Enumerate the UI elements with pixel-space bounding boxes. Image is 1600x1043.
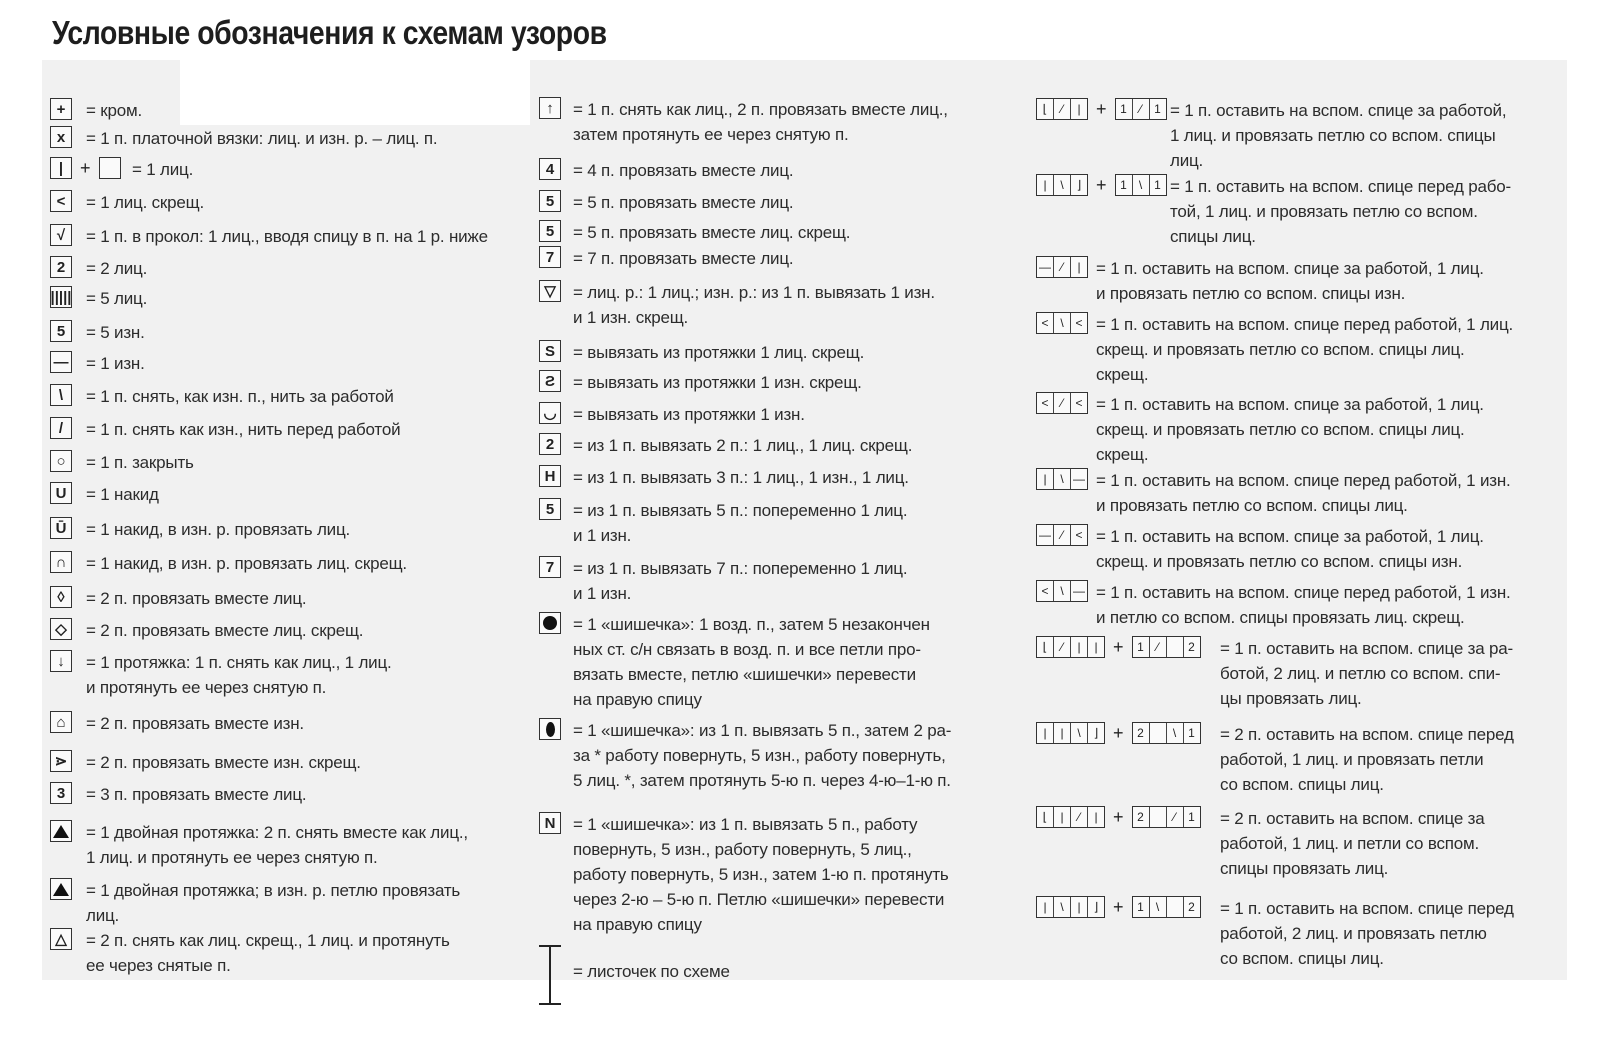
legend-entry	[50, 618, 363, 643]
legend-text: = 1 «шишечка»: из 1 п. вывязать 5 п., затем 2 ра- за * работу повернуть, 5 изн., работу повернуть, 5 лиц. *, затем протянуть 5-ю п. через 4-ю–1-ю п.	[573, 721, 952, 790]
legend-text: = 4 п. провязать вместе лиц.	[573, 161, 794, 180]
symbol	[50, 878, 86, 900]
symbol-box-icon: x	[50, 126, 72, 148]
cable-cell: \	[1167, 723, 1184, 743]
legend-entry	[539, 556, 907, 606]
symbol	[50, 450, 86, 472]
cable-cell: 1	[1133, 897, 1150, 917]
legend-text: = 1 п. оставить на вспом. спице за работой, 1 лиц. и провязать петлю со вспом. спицы изн.	[1096, 259, 1484, 303]
legend-text: = 1 двойная протяжка; в изн. р. петлю провязать лиц.	[86, 881, 461, 925]
symbol	[539, 190, 573, 212]
symbol-box-icon: 5	[50, 320, 72, 342]
symbol	[539, 370, 573, 392]
symbol	[1036, 524, 1096, 546]
cable-cell: <	[1075, 316, 1083, 330]
symbol	[539, 158, 573, 180]
legend-text: = 7 п. провязать вместе лиц.	[573, 249, 794, 268]
cable-cell: 2	[1133, 723, 1150, 743]
legend-text: = 1 п. оставить на вспом. спице перед работой, 2 лиц. и провязать петлю со вспом. спицы лиц.	[1220, 899, 1514, 968]
cable-cell: <	[1037, 581, 1054, 601]
cable-cell: ⁄	[1133, 99, 1150, 119]
cable-chart-icon	[1036, 98, 1088, 120]
symbol	[1036, 312, 1096, 334]
legend-entry	[539, 190, 793, 215]
cable-cell: |	[1077, 260, 1081, 274]
plus-sign: +	[1113, 896, 1124, 917]
legend-entry	[1036, 312, 1513, 387]
legend-entry	[50, 256, 147, 281]
symbol	[539, 433, 573, 455]
symbol-box-icon: H	[539, 465, 561, 487]
symbol-box-icon: 3	[50, 782, 72, 804]
symbol	[1036, 468, 1096, 490]
legend-text: = из 1 п. вывязать 3 п.: 1 лиц., 1 изн., 1 лиц.	[573, 468, 909, 487]
legend-entry	[50, 586, 306, 611]
cable-cell: <	[1037, 393, 1054, 413]
legend-text: = из 1 п. вывязать 7 п.: попеременно 1 лиц. и 1 изн.	[573, 559, 908, 603]
symbol	[1036, 580, 1096, 602]
legend-text: = 1 п. оставить на вспом. спице за работой, 1 лиц. скрещ. и провязать петлю со вспом. спицы изн.	[1096, 527, 1484, 571]
legend-entry	[50, 928, 450, 978]
legend-entry	[50, 551, 407, 576]
legend-text: = 5 п. провязать вместе лиц.	[573, 193, 794, 212]
legend-entry	[539, 718, 951, 793]
symbol	[539, 812, 573, 834]
legend-entry	[1036, 722, 1514, 797]
symbol-box-icon: 5	[539, 498, 561, 520]
legend-text: = 1 п. снять как изн., нить перед работой	[86, 420, 401, 439]
legend-entry	[50, 417, 400, 442]
legend-entry	[1036, 896, 1514, 971]
legend-entry	[1036, 174, 1511, 249]
legend-text: = 2 п. оставить на вспом. спице за работой, 1 лиц. и петли со вспом. спицы провязать лиц.	[1220, 809, 1485, 878]
legend-entry	[50, 224, 488, 249]
cable-chart-icon	[1036, 806, 1105, 828]
legend-entry	[1036, 98, 1506, 173]
legend-entry	[1036, 256, 1484, 306]
symbol-box-icon: N	[539, 812, 561, 834]
legend-text: = 1 накид, в изн. р. провязать лиц.	[86, 520, 351, 539]
cable-cell: ⁄	[1150, 637, 1167, 657]
symbol	[50, 320, 86, 342]
symbol-box-icon: ↓	[50, 650, 72, 672]
symbol-box-icon: +	[50, 98, 72, 120]
symbol-box-icon: ◊	[50, 586, 72, 608]
legend-entry	[50, 320, 145, 345]
legend-entry	[1036, 392, 1484, 467]
cable-cell: 2	[1188, 640, 1195, 654]
legend-text: = 2 п. провязать вместе лиц.	[86, 589, 307, 608]
cable-cell: <	[1075, 528, 1083, 542]
legend-entry	[50, 157, 193, 182]
legend-entry	[539, 465, 909, 490]
cable-cell: 1	[1154, 178, 1161, 192]
cable-cell: \	[1133, 175, 1150, 195]
legend-entry	[50, 450, 194, 475]
cable-cell: 1	[1116, 175, 1133, 195]
plus-sign: +	[1113, 806, 1124, 827]
cable-cell: ⌊	[1037, 99, 1054, 119]
symbol-box-icon: ⌂	[50, 711, 72, 733]
legend-text: = 1 п. оставить на вспом. спице перед работой, 1 лиц. скрещ. и провязать петлю со вспом. спицы лиц. скрещ.	[1096, 315, 1514, 384]
cable-cell: ⌊	[1037, 637, 1054, 657]
legend-entry	[1036, 580, 1511, 630]
symbol	[50, 98, 86, 120]
symbol-box-icon	[50, 878, 72, 900]
legend-entry	[50, 482, 159, 507]
symbol-box-icon: 4	[539, 158, 561, 180]
symbol-box-icon: —	[50, 351, 72, 373]
cable-cell: |	[1054, 807, 1071, 827]
legend-entry	[539, 220, 850, 245]
cable-cell: \	[1054, 469, 1071, 489]
cable-chart-icon	[1132, 896, 1201, 918]
symbol	[50, 586, 86, 608]
symbol-box-icon: 5	[539, 190, 561, 212]
legend-text: = вывязать из протяжки 1 изн.	[573, 405, 805, 424]
symbol	[1036, 392, 1096, 414]
symbol	[50, 224, 86, 246]
legend-text: = из 1 п. вывязать 5 п.: попеременно 1 лиц. и 1 изн.	[573, 501, 908, 545]
symbol	[539, 246, 573, 268]
legend-text: = 5 лиц.	[86, 289, 148, 308]
cable-cell: |	[1054, 723, 1071, 743]
cable-cell: 1	[1116, 99, 1133, 119]
symbol	[50, 126, 86, 148]
legend-text: = 3 п. провязать вместе лиц.	[86, 785, 307, 804]
cable-cell: ⌊	[1037, 807, 1054, 827]
legend-text: = 1 лиц. скрещ.	[86, 193, 204, 212]
cable-chart-icon	[1036, 524, 1088, 546]
cable-cell: ⁄	[1054, 637, 1071, 657]
legend-text: = 2 лиц.	[86, 259, 148, 278]
legend-entry	[50, 711, 304, 736]
legend-entry	[539, 612, 930, 712]
legend-entry	[539, 158, 793, 183]
symbol-box-icon: ◡	[539, 402, 561, 424]
legend-text: = 5 изн.	[86, 323, 145, 342]
cable-cell: ⁄	[1054, 99, 1071, 119]
legend-entry	[539, 498, 907, 548]
symbol-box-icon: 2	[539, 433, 561, 455]
legend-entry	[1036, 524, 1484, 574]
symbol	[1036, 636, 1220, 658]
symbol	[50, 711, 86, 733]
cable-cell: |	[1037, 723, 1054, 743]
legend-text: = 1 п. оставить на вспом. спице за работой, 1 лиц. скрещ. и провязать петлю со вспом. спицы лиц. скрещ.	[1096, 395, 1484, 464]
symbol-box-icon: Ƨ	[539, 370, 561, 392]
cable-cell: |	[1071, 897, 1088, 917]
cable-cell: 1	[1133, 637, 1150, 657]
symbol-box-icon	[99, 157, 121, 179]
symbol	[50, 517, 86, 539]
symbol-box-icon: /	[50, 417, 72, 439]
symbol	[50, 417, 86, 439]
legend-text: = 1 п. оставить на вспом. спице за ра- ботой, 2 лиц. и петлю со вспом. спи- цы провязать лиц.	[1220, 639, 1513, 708]
cable-cell: ⁄	[1054, 393, 1071, 413]
cable-chart-icon	[1132, 806, 1201, 828]
page-background-patch	[180, 55, 530, 125]
legend-text: = 1 п. снять, как изн. п., нить за работой	[86, 387, 394, 406]
cable-chart-icon	[1115, 174, 1167, 196]
legend-text: = 1 п. оставить на вспом. спице перед работой, 1 изн. и петлю со вспом. спицы провязать лиц. скрещ.	[1096, 583, 1511, 627]
symbol-box-icon: |||||	[50, 286, 72, 308]
symbol	[539, 612, 573, 634]
cable-cell: ⁄	[1167, 807, 1184, 827]
symbol	[1036, 896, 1220, 918]
symbol-box-icon: 7	[539, 556, 561, 578]
cable-cell: |	[1037, 469, 1054, 489]
legend-entry	[50, 517, 350, 542]
legend-text: = 1 протяжка: 1 п. снять как лиц., 1 лиц. и протянуть ее через снятую п.	[86, 653, 392, 697]
cable-cell: ⁄	[1071, 807, 1088, 827]
cable-cell: 1	[1154, 102, 1161, 116]
symbol	[539, 97, 573, 119]
symbol	[539, 220, 573, 242]
symbol-box-icon	[50, 820, 72, 842]
legend-entry	[50, 286, 147, 311]
leaf-bar-icon	[539, 945, 561, 1005]
legend-entry	[539, 370, 862, 395]
symbol	[539, 718, 573, 740]
cable-chart-icon	[1036, 312, 1088, 334]
legend-entry	[50, 782, 306, 807]
legend-entry	[50, 190, 204, 215]
cable-cell: <	[1075, 396, 1083, 410]
cable-chart-icon	[1036, 468, 1088, 490]
legend-text: = 1 накид, в изн. р. провязать лиц. скрещ.	[86, 554, 407, 573]
cable-chart-icon	[1132, 636, 1201, 658]
symbol	[1036, 722, 1220, 744]
legend-text: = 1 п. платочной вязки: лиц. и изн. р. – лиц. п.	[86, 129, 438, 148]
symbol	[50, 351, 86, 373]
legend-entry	[539, 402, 805, 427]
legend-entry	[539, 812, 949, 937]
cable-cell: \	[1071, 723, 1088, 743]
cable-cell: |	[1037, 175, 1054, 195]
legend-text: = 5 п. провязать вместе лиц. скрещ.	[573, 223, 851, 242]
legend-text: = 2 п. провязать вместе изн. скрещ.	[86, 753, 361, 772]
legend-entry	[1036, 806, 1484, 881]
legend-text: = 1 лиц.	[132, 160, 194, 179]
symbol-box-icon: Ū	[50, 517, 72, 539]
cable-cell	[1167, 637, 1184, 657]
symbol-box-icon	[539, 612, 561, 634]
symbol-box-icon: √	[50, 224, 72, 246]
cable-chart-icon	[1115, 98, 1167, 120]
cable-cell: —	[1073, 472, 1085, 486]
symbol	[50, 782, 86, 804]
symbol	[1036, 256, 1096, 278]
symbol	[539, 945, 573, 1005]
symbol-box-icon: U	[50, 482, 72, 504]
cable-cell: 2	[1188, 900, 1195, 914]
legend-text: = 1 двойная протяжка: 2 п. снять вместе как лиц., 1 лиц. и протянуть ее через снятую п.	[86, 823, 468, 867]
legend-entry	[539, 97, 948, 147]
symbol	[539, 402, 573, 424]
symbol	[50, 256, 86, 278]
legend-text: = лиц. р.: 1 лиц.; изн. р.: из 1 п. вывязать 1 изн. и 1 изн. скрещ.	[573, 283, 935, 327]
cable-cell: ⁄	[1054, 525, 1071, 545]
symbol	[539, 556, 573, 578]
legend-entry	[539, 340, 864, 365]
cable-cell: \	[1054, 581, 1071, 601]
legend-entry	[50, 820, 468, 870]
symbol	[50, 820, 86, 842]
cable-chart-icon	[1036, 392, 1088, 414]
legend-entry	[539, 433, 912, 458]
cable-chart-icon	[1036, 174, 1088, 196]
legend-text: = 2 п. снять как лиц. скрещ., 1 лиц. и протянуть ее через снятые п.	[86, 931, 450, 975]
symbol-box-icon: <	[50, 190, 72, 212]
symbol	[50, 928, 86, 950]
cable-cell: ⁄	[1054, 257, 1071, 277]
cable-cell: 1	[1188, 810, 1195, 824]
cable-cell: ⌋	[1076, 178, 1082, 192]
symbol-box-icon: 7	[539, 246, 561, 268]
cable-cell: ⌋	[1093, 726, 1099, 740]
symbol	[50, 618, 86, 640]
legend-entry	[539, 945, 730, 1005]
cable-cell: \	[1150, 897, 1167, 917]
legend-text: = 1 п. снять как лиц., 2 п. провязать вместе лиц., затем протянуть ее через снятую п.	[573, 100, 948, 144]
cable-chart-icon	[1132, 722, 1201, 744]
symbol	[50, 190, 86, 212]
plus-sign: +	[1113, 722, 1124, 743]
plus-sign: +	[80, 157, 91, 178]
cable-cell: |	[1077, 102, 1081, 116]
legend-text: = 1 изн.	[86, 354, 145, 373]
symbol	[50, 551, 86, 573]
cable-cell: ⌋	[1093, 900, 1099, 914]
symbol-box-icon: 5	[539, 220, 561, 242]
legend-entry	[50, 351, 145, 376]
symbol-box-icon: ○	[50, 450, 72, 472]
legend-text: = кром.	[86, 101, 143, 120]
legend-entry	[50, 126, 437, 151]
symbol	[1036, 98, 1170, 120]
cable-cell: \	[1054, 175, 1071, 195]
symbol-box-icon: 2	[50, 256, 72, 278]
legend-text: = из 1 п. вывязать 2 п.: 1 лиц., 1 лиц. скрещ.	[573, 436, 913, 455]
symbol-box-icon: △	[50, 928, 72, 950]
legend-text: = 1 п. в прокол: 1 лиц., вводя спицу в п. на 1 р. ниже	[86, 227, 488, 246]
cable-cell: —	[1073, 584, 1085, 598]
cable-cell	[1150, 807, 1167, 827]
legend-text: = вывязать из протяжки 1 лиц. скрещ.	[573, 343, 865, 362]
symbol	[50, 650, 86, 672]
symbol-box-icon: ↑	[539, 97, 561, 119]
symbol-box-icon: S	[539, 340, 561, 362]
legend-text: = 2 п. оставить на вспом. спице перед работой, 1 лиц. и провязать петли со вспом. спицы лиц.	[1220, 725, 1514, 794]
cable-cell: 2	[1133, 807, 1150, 827]
cable-cell	[1167, 897, 1184, 917]
symbol-box-icon: ▽	[539, 280, 561, 302]
cable-chart-icon	[1036, 580, 1088, 602]
page-title: Условные обозначения к схемам узоров	[52, 14, 607, 51]
symbol-box-icon	[539, 718, 561, 740]
legend-text: = вывязать из протяжки 1 изн. скрещ.	[573, 373, 862, 392]
symbol-box-icon: ◇	[50, 618, 72, 640]
legend-text: = 1 п. оставить на вспом. спице за работой, 1 лиц. и провязать петлю со вспом. спицы лиц.	[1170, 101, 1507, 170]
symbol-box-icon: ⋗	[50, 750, 72, 772]
plus-sign: +	[1096, 174, 1107, 195]
symbol-box-icon: |	[50, 157, 72, 179]
legend-text: = 1 «шишечка»: из 1 п. вывязать 5 п., работу повернуть, 5 изн., работу повернуть, 5 лиц., работу повернуть, 5 изн., затем 1-ю п. протянуть через 2-ю – 5-ю п. Петлю «шишечки» перевести на правую спицу	[573, 815, 949, 934]
cable-cell: |	[1071, 637, 1088, 657]
cable-chart-icon	[1036, 896, 1105, 918]
legend-text: = 1 п. оставить на вспом. спице перед рабо- той, 1 лиц. и провязать петлю со вспом. спицы лиц.	[1170, 177, 1512, 246]
legend-text: = 1 п. оставить на вспом. спице перед работой, 1 изн. и провязать петлю со вспом. спицы лиц.	[1096, 471, 1511, 515]
legend-entry	[50, 98, 142, 123]
cable-cell: \	[1054, 897, 1071, 917]
symbol	[539, 498, 573, 520]
legend-text: = 1 п. закрыть	[86, 453, 194, 472]
cable-cell: \	[1054, 313, 1071, 333]
plus-sign: +	[1096, 98, 1107, 119]
symbol	[50, 286, 86, 308]
legend-entry	[50, 878, 460, 928]
cable-chart-icon	[1036, 256, 1088, 278]
symbol	[1036, 806, 1220, 828]
legend-entry	[539, 280, 935, 330]
symbol	[50, 157, 132, 179]
cable-cell: <	[1037, 313, 1054, 333]
legend-entry	[539, 246, 793, 271]
cable-cell	[1150, 723, 1167, 743]
legend-entry	[1036, 468, 1511, 518]
cable-cell: |	[1094, 640, 1098, 654]
legend-text: = листочек по схеме	[573, 962, 730, 981]
legend-text: = 1 накид	[86, 485, 159, 504]
cable-chart-icon	[1036, 636, 1105, 658]
legend-text: = 2 п. провязать вместе лиц. скрещ.	[86, 621, 364, 640]
legend-entry	[50, 384, 394, 409]
cable-cell: —	[1037, 257, 1054, 277]
cable-cell: 1	[1188, 726, 1195, 740]
symbol	[539, 280, 573, 302]
symbol	[50, 750, 86, 772]
symbol-box-icon: \	[50, 384, 72, 406]
cable-cell: —	[1037, 525, 1054, 545]
legend-text: = 1 «шишечка»: 1 возд. п., затем 5 незакончен ных ст. с/н связать в возд. п. и все петли про- вязать вместе, петлю «шишечки» перевести на правую спицу	[573, 615, 930, 709]
symbol	[50, 384, 86, 406]
legend-entry	[50, 750, 361, 775]
cable-cell: |	[1094, 810, 1098, 824]
symbol-box-icon: ∩	[50, 551, 72, 573]
symbol	[50, 482, 86, 504]
cable-chart-icon	[1036, 722, 1105, 744]
legend-entry	[1036, 636, 1513, 711]
cable-cell: |	[1037, 897, 1054, 917]
legend-entry	[50, 650, 392, 700]
symbol	[1036, 174, 1170, 196]
legend-text: = 2 п. провязать вместе изн.	[86, 714, 304, 733]
symbol	[539, 340, 573, 362]
symbol	[539, 465, 573, 487]
plus-sign: +	[1113, 636, 1124, 657]
